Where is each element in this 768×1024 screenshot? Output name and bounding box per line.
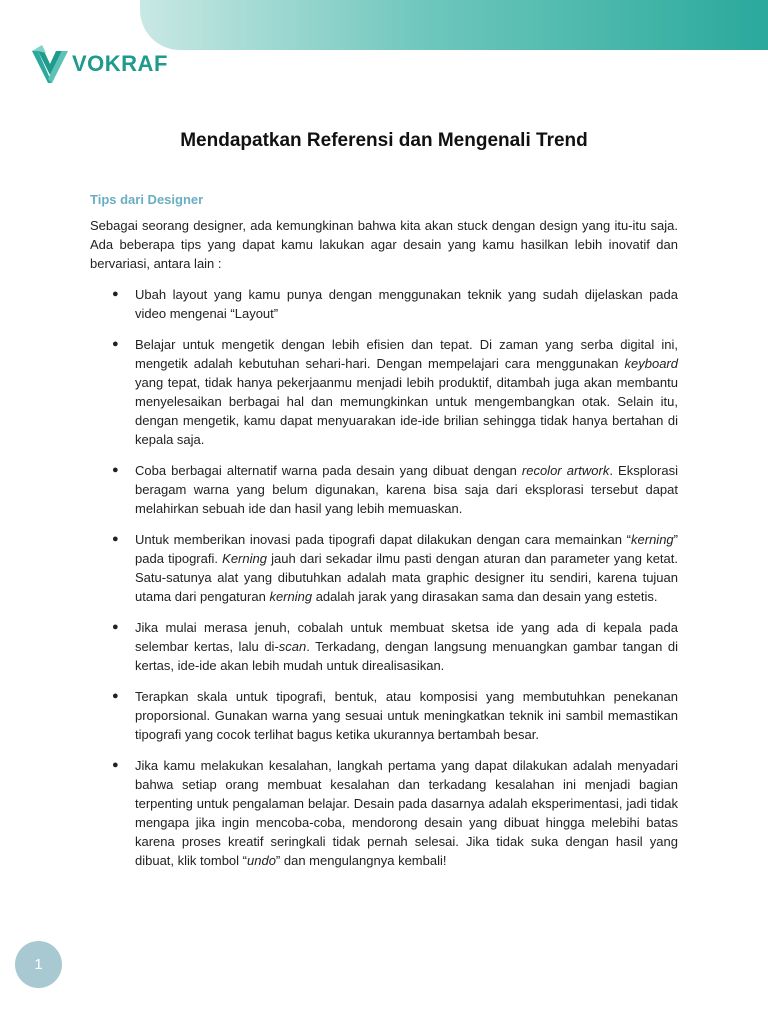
list-item-text: . Terkadang, dengan langsung menuangkan gambar tangan di kertas, ide-ide akan lebih mudah untuk direalisasikan. (135, 639, 678, 673)
brand-name: VOKRAF (72, 51, 168, 76)
page-number-badge: 1 (15, 941, 62, 988)
list-item-text: jauh dari sekadar ilmu pasti dengan aturan dan parameter yang ketat. Satu-satunya alat yang dibutuhkan adalah mata graphic designer itu sendiri, karena tujuan utama dari pengaturan (135, 551, 678, 604)
section-heading: Tips dari Designer (90, 192, 204, 207)
list-item (90, 756, 678, 870)
document-body (90, 216, 678, 882)
header-decoration-bar (140, 0, 768, 50)
bullet-icon: ● (112, 338, 119, 350)
list-item (90, 618, 678, 675)
list-item-text: Terapkan skala untuk tipografi, bentuk, atau komposisi yang membutuhkan penekanan proporsional. Gunakan warna yang sesuai untuk meningkatkan teknik ini sambil memastikan tipografi yang cocok terlihat bagus ketika ukurannya bertambah besar. (135, 689, 678, 742)
list-item (90, 530, 678, 606)
list-item-text: Coba berbagai alternatif warna pada desain yang dibuat dengan (135, 463, 522, 478)
emphasis-text: undo (247, 853, 276, 868)
list-item-text: ” pada tipografi. (135, 532, 678, 566)
list-item-text: Belajar untuk mengetik dengan lebih efisien dan tepat. Di zaman yang serba digital ini, mengetik adalah kebutuhan sehari-hari. Dengan mempelajari cara menggunakan (135, 337, 678, 371)
emphasis-text: kerning (631, 532, 674, 547)
bullet-icon: ● (112, 464, 119, 476)
list-item-text: Untuk memberikan inovasi pada tipografi dapat dilakukan dengan cara memainkan “ (135, 532, 632, 547)
list-item-text: adalah jarak yang dirasakan sama dan desain yang estetis. (312, 589, 658, 604)
list-item-text: . Eksplorasi beragam warna yang belum digunakan, karena bisa saja dari eksplorasi tersebut dapat melahirkan sebuah ide dan hasil yang lebih memuaskan. (135, 463, 678, 516)
vokraf-logo-icon (32, 45, 68, 83)
bullet-icon: ● (112, 621, 119, 633)
bullet-icon: ● (112, 533, 119, 545)
list-item-text: ” dan mengulangnya kembali! (275, 853, 447, 868)
intro-paragraph: Sebagai seorang designer, ada kemungkinan bahwa kita akan stuck dengan design yang itu-itu saja. Ada beberapa tips yang dapat kamu lakukan agar desain yang kamu hasilkan lebih inovatif dan bervariasi, antara lain : (90, 218, 678, 271)
emphasis-text: recolor artwork (521, 463, 610, 478)
emphasis-text: scan (278, 639, 307, 654)
bullet-icon: ● (112, 288, 119, 300)
tips-list (90, 285, 678, 870)
emphasis-text: keyboard (624, 356, 678, 371)
document-title: Mendapatkan Referensi dan Mengenali Trend (180, 130, 588, 151)
emphasis-text: kerning (269, 589, 313, 604)
list-item-text: Ubah layout yang kamu punya dengan menggunakan teknik yang sudah dijelaskan pada video mengenai “Layout” (135, 287, 678, 321)
emphasis-text: Kerning (222, 551, 267, 566)
list-item (90, 687, 678, 744)
list-item (90, 335, 678, 449)
list-item (90, 285, 678, 323)
list-item-text: Jika mulai merasa jenuh, cobalah untuk membuat sketsa ide yang ada di kepala pada selembar kertas, lalu di- (135, 620, 678, 654)
bullet-icon: ● (112, 690, 119, 702)
list-item-text: Jika kamu melakukan kesalahan, langkah pertama yang dapat dilakukan adalah menyadari bahwa setiap orang membuat kesalahan dan terkadang kesalahan ini menjadi bagian terpenting untuk pengalaman belajar. Desain pada dasarnya adalah eksperimentasi, jadi tidak mengapa jika ingin mencoba-coba, mendorong desain yang dibuat hingga melebihi batas karena proses kreatif seringkali tidak pernah selesai. Jika tidak suka dengan hasil yang dibuat, klik tombol “ (135, 758, 678, 868)
list-item-text: yang tepat, tidak hanya pekerjaanmu menjadi lebih produktif, ditambah juga akan membantu menyelesaikan berbagai hal dan memungkinkan untuk mengembangkan otak. Selain itu, dengan mengetik, kamu dapat menyuarakan ide-ide brilian sehingga tidak hanya bertahan di kepala saja. (135, 375, 678, 447)
bullet-icon: ● (112, 759, 119, 771)
list-item (90, 461, 678, 518)
vokraf-logo (32, 44, 168, 84)
